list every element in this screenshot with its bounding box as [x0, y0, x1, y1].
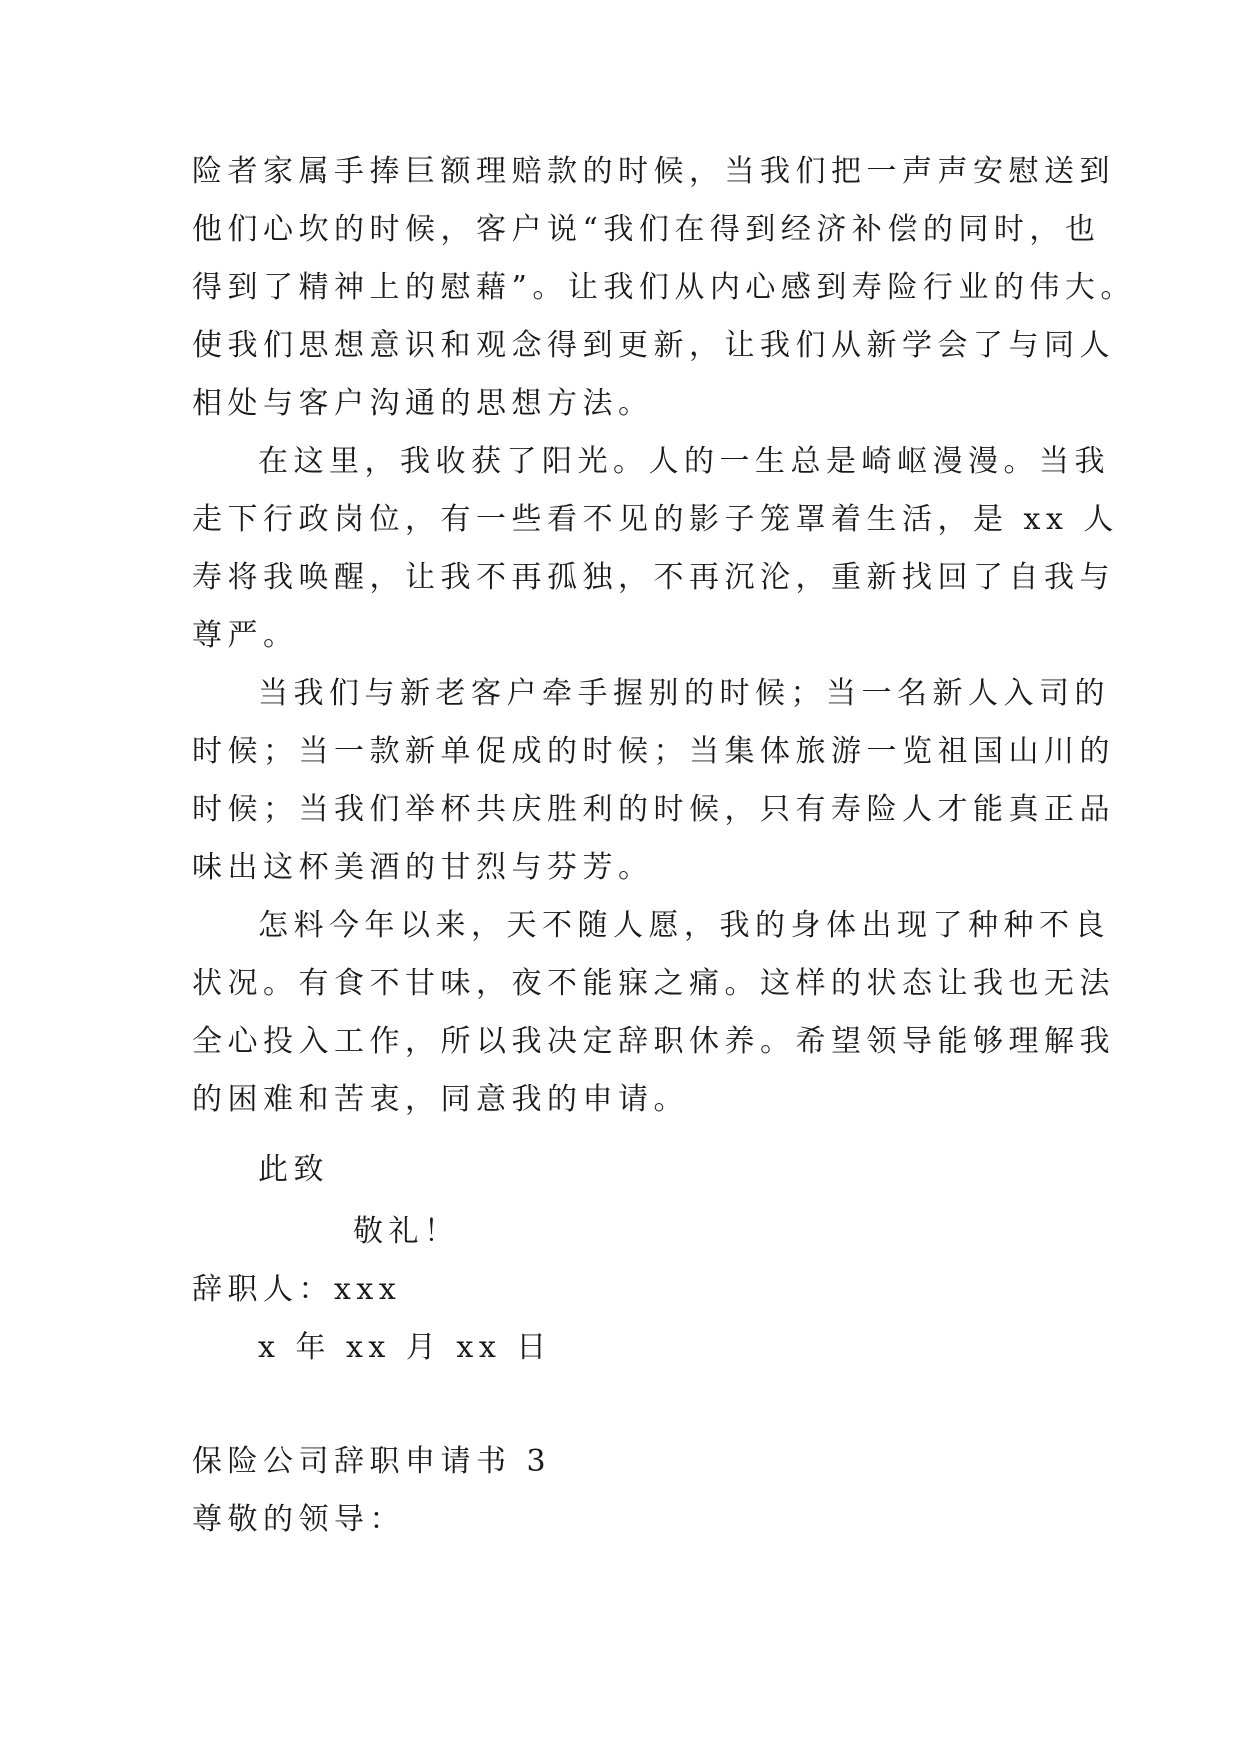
paragraph-line: 的困难和苦衷，同意我的申请。 — [192, 1082, 689, 1117]
paragraph-line: 险者家属手捧巨额理赔款的时候，当我们把一声声安慰送到 — [192, 154, 1115, 189]
signature-date: x 年 xx 月 xx 日 — [258, 1330, 552, 1365]
signature-name: 辞职人：xxx — [192, 1272, 402, 1307]
paragraph-line: 时候；当我们举杯共庆胜利的时候，只有寿险人才能真正品 — [192, 792, 1115, 827]
section-title: 保险公司辞职申请书 3 — [192, 1444, 552, 1479]
paragraph-line: 味出这杯美酒的甘烈与芬芳。 — [192, 850, 654, 885]
paragraph-line: 时候；当一款新单促成的时候；当集体旅游一览祖国山川的 — [192, 734, 1115, 769]
paragraph-line: 寿将我唤醒，让我不再孤独，不再沉沦，重新找回了自我与 — [192, 560, 1115, 595]
paragraph-line: 怎料今年以来，天不随人愿，我的身体出现了种种不良 — [258, 908, 1110, 943]
closing-regards: 敬礼！ — [353, 1214, 460, 1249]
paragraph-line: 状况。有食不甘味，夜不能寐之痛。这样的状态让我也无法 — [192, 966, 1115, 1001]
letter-greeting: 尊敬的领导： — [192, 1502, 405, 1537]
paragraph-line: 相处与客户沟通的思想方法。 — [192, 386, 654, 421]
paragraph-line: 尊严。 — [192, 618, 299, 653]
closing-salutation: 此致 — [258, 1152, 329, 1187]
paragraph-line: 在这里，我收获了阳光。人的一生总是崎岖漫漫。当我 — [258, 444, 1110, 479]
paragraph-line: 当我们与新老客户牵手握别的时候；当一名新人入司的 — [258, 676, 1110, 711]
paragraph-line: 走下行政岗位，有一些看不见的影子笼罩着生活，是 xx 人 — [192, 502, 1119, 537]
paragraph-line: 他们心坎的时候，客户说“我们在得到经济补偿的同时，也 — [192, 212, 1101, 247]
paragraph-line: 全心投入工作，所以我决定辞职休养。希望领导能够理解我 — [192, 1024, 1115, 1059]
paragraph-line: 使我们思想意识和观念得到更新，让我们从新学会了与同人 — [192, 328, 1115, 363]
paragraph-line: 得到了精神上的慰藉”。让我们从内心感到寿险行业的伟大。 — [192, 270, 1136, 305]
